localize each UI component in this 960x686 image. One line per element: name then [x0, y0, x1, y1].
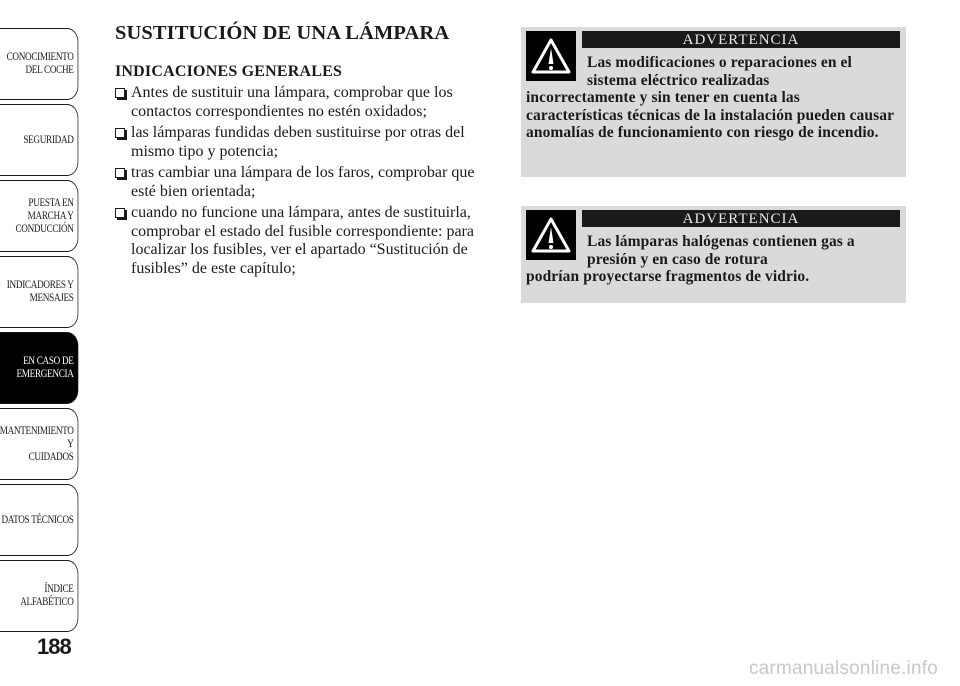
page-number: 188 [37, 634, 71, 659]
warning-text: Las lámparas halógenas contienen gas a presión y en caso de rotura podrían proyectarse fragmentos de vidrio. [526, 233, 855, 285]
warning-text: Las modificaciones o reparaciones en el sistema eléctrico realizadas incorrectamente y sin tener en cuenta las características técnicas de la instalación pueden causar anomalías de funcionamiento con riesgo de incendio. [526, 54, 894, 141]
tab-mantenimiento-y-cuidados[interactable] [0, 408, 78, 480]
checkbox-bullet-icon [115, 128, 125, 138]
list-item: las lámparas fundidas deben sustituirse por otras del mismo tipo y potencia; [115, 124, 500, 161]
checkbox-bullet-icon [115, 168, 125, 178]
warning-box-electrical [521, 27, 906, 177]
warning-heading: ADVERTENCIA [582, 31, 900, 48]
page-title: SUSTITUCIÓN DE UNA LÁMPARA [115, 22, 450, 44]
checkbox-bullet-icon [115, 208, 125, 218]
tab-conocimiento-del-coche[interactable] [0, 28, 78, 100]
warning-box-halogen [521, 206, 906, 303]
tab-indice-alfabetico[interactable] [0, 560, 78, 632]
main-content [115, 22, 500, 281]
tab-puesta-en-marcha[interactable] [0, 180, 78, 252]
tab-label: DATOS TÉCNICOS [1, 513, 74, 526]
warning-triangle-icon [526, 210, 576, 260]
watermark-link[interactable]: carmanualsonline.info [748, 658, 938, 679]
tab-en-caso-de-emergencia[interactable] [0, 332, 78, 404]
warning-heading: ADVERTENCIA [582, 210, 900, 227]
list-item: Antes de sustituir una lámpara, comprobar que los contactos correspondientes no estén oxidados; [115, 84, 500, 121]
list-item: tras cambiar una lámpara de los faros, comprobar que esté bien orientada; [115, 164, 500, 201]
tab-indicadores-y-mensajes[interactable] [0, 256, 78, 328]
tab-label: INDICADORES Y MENSAJES [6, 279, 74, 304]
tab-label: EN CASO DE EMERGENCIA [16, 355, 74, 380]
tab-label: MANTENIMIENTO Y CUIDADOS [0, 424, 74, 463]
list-item: cuando no funcione una lámpara, antes de sustituirla, comprobar el estado del fusible correspondiente: para localizar los fusibles, ver el apartado “Sustitución de fusibles” de este capítulo; [115, 204, 500, 278]
tab-label: ÍNDICE ALFABÉTICO [20, 583, 74, 608]
checkbox-bullet-icon [115, 88, 125, 98]
tab-label: CONOCIMIENTO DEL COCHE [6, 51, 74, 76]
tab-datos-tecnicos[interactable] [0, 484, 78, 556]
section-subtitle: INDICACIONES GENERALES [115, 63, 343, 80]
warning-triangle-icon [526, 31, 576, 81]
tab-label: SEGURIDAD [23, 133, 74, 146]
tab-seguridad[interactable] [0, 104, 78, 176]
tab-label: PUESTA EN MARCHA Y CONDUCCIÓN [15, 196, 74, 235]
instruction-list [115, 84, 500, 278]
